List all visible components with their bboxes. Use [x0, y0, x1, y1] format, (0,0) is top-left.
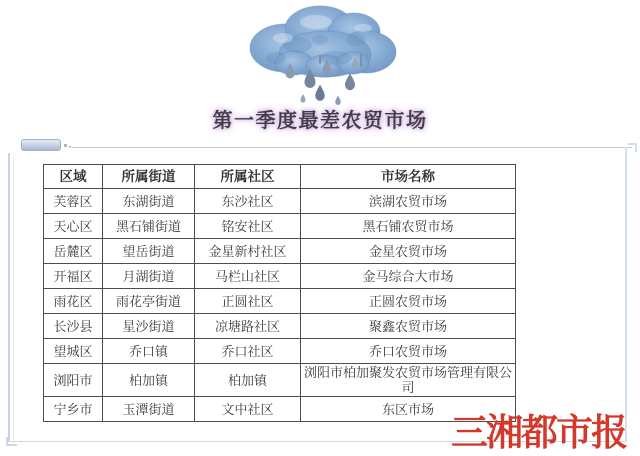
frame-right-border	[625, 147, 627, 442]
page-title: 第一季度最差农贸市场	[212, 110, 428, 132]
table-row	[44, 264, 516, 289]
cell-region: 天心区	[44, 214, 103, 239]
frame-corner-top-right	[628, 143, 637, 152]
cell-market: 滨湖农贸市场	[301, 189, 516, 214]
cell-community: 金星新村社区	[195, 239, 301, 264]
table-row	[44, 397, 516, 422]
cell-market: 金马综合大市场	[301, 264, 516, 289]
table-row	[44, 364, 516, 397]
table-row	[44, 289, 516, 314]
cell-street: 柏加镇	[103, 364, 195, 397]
cell-market: 正圆农贸市场	[301, 289, 516, 314]
column-header-street: 所属街道	[103, 165, 195, 189]
table-row	[44, 239, 516, 264]
cell-market: 东区市场	[301, 397, 516, 422]
cell-market: 乔口农贸市场	[301, 339, 516, 364]
cell-community: 马栏山社区	[195, 264, 301, 289]
frame-top-border	[72, 147, 632, 148]
cell-street: 玉潭街道	[103, 397, 195, 422]
table-header-row	[44, 165, 516, 189]
cell-region: 浏阳市	[44, 364, 103, 397]
frame-left-border	[8, 153, 10, 442]
cell-street: 月湖街道	[103, 264, 195, 289]
cell-community: 铭安社区	[195, 214, 301, 239]
cell-market: 浏阳市柏加聚发农贸市场管理有限公司	[301, 364, 516, 397]
cell-region: 长沙县	[44, 314, 103, 339]
table-row	[44, 339, 516, 364]
cell-community: 凉塘路社区	[195, 314, 301, 339]
cell-community: 柏加镇	[195, 364, 301, 397]
cell-region: 开福区	[44, 264, 103, 289]
cell-region: 雨花区	[44, 289, 103, 314]
newspaper-watermark: 三湘都市报	[451, 412, 626, 453]
cell-street: 雨花亭街道	[103, 289, 195, 314]
cell-street: 黑石铺街道	[103, 214, 195, 239]
cell-market: 聚鑫农贸市场	[301, 314, 516, 339]
scrollbar-dot	[64, 144, 67, 147]
column-header-community: 所属社区	[195, 165, 301, 189]
rain-cloud-icon	[228, 0, 424, 114]
cell-community: 正圆社区	[195, 289, 301, 314]
frame-corner-bottom-left	[6, 437, 17, 446]
column-header-region: 区域	[44, 165, 103, 189]
cell-region: 芙蓉区	[44, 189, 103, 214]
worst-markets-table	[43, 164, 516, 422]
scrollbar-dot	[69, 146, 71, 148]
cell-street: 东湖街道	[103, 189, 195, 214]
table-row	[44, 214, 516, 239]
cell-street: 乔口镇	[103, 339, 195, 364]
scrollbar-thumb	[21, 139, 61, 151]
cell-region: 宁乡市	[44, 397, 103, 422]
cell-market: 黑石铺农贸市场	[301, 214, 516, 239]
cell-community: 东沙社区	[195, 189, 301, 214]
table-row	[44, 189, 516, 214]
cell-street: 星沙街道	[103, 314, 195, 339]
cell-community: 文中社区	[195, 397, 301, 422]
cell-region: 岳麓区	[44, 239, 103, 264]
cell-market: 金星农贸市场	[301, 239, 516, 264]
cell-region: 望城区	[44, 339, 103, 364]
table-row	[44, 314, 516, 339]
frame-left-inner-border	[13, 156, 14, 442]
column-header-market: 市场名称	[301, 165, 516, 189]
cell-community: 乔口社区	[195, 339, 301, 364]
cell-street: 望岳街道	[103, 239, 195, 264]
